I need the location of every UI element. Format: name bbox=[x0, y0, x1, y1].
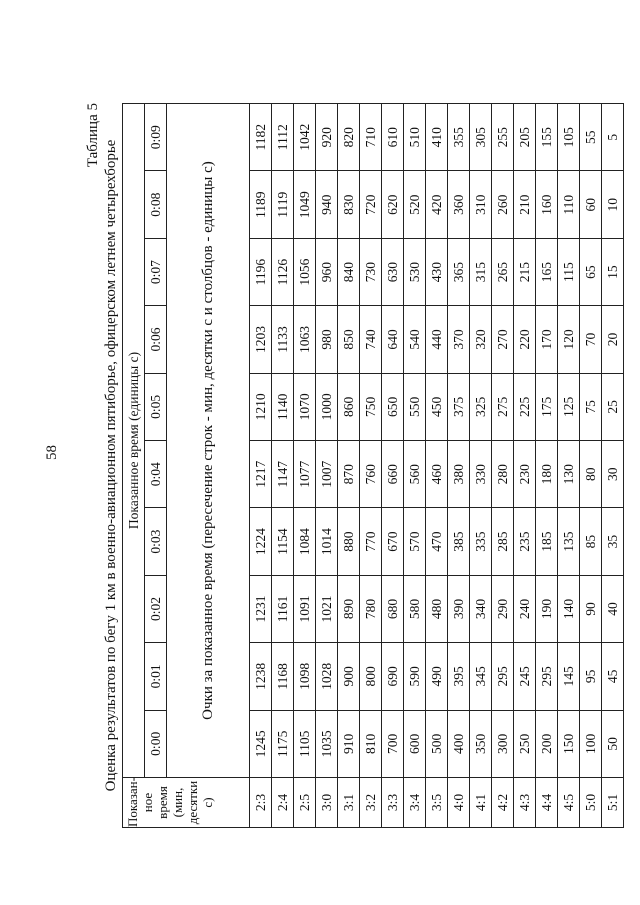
unit-column-header: 0:02 bbox=[145, 575, 167, 642]
score-cell: 1189 bbox=[250, 171, 272, 238]
score-cell: 390 bbox=[448, 575, 470, 642]
score-cell: 770 bbox=[360, 508, 382, 575]
score-cell: 1091 bbox=[294, 575, 316, 642]
unit-column-header: 0:04 bbox=[145, 441, 167, 508]
table-row bbox=[558, 104, 580, 828]
score-cell: 375 bbox=[448, 373, 470, 440]
score-cell: 295 bbox=[492, 643, 514, 710]
score-cell: 720 bbox=[360, 171, 382, 238]
score-cell: 1021 bbox=[316, 575, 338, 642]
score-cell: 460 bbox=[426, 441, 448, 508]
score-cell: 40 bbox=[602, 575, 624, 642]
score-cell: 110 bbox=[558, 171, 580, 238]
score-cell: 140 bbox=[558, 575, 580, 642]
score-cell: 75 bbox=[580, 373, 602, 440]
score-cell: 205 bbox=[514, 104, 536, 171]
score-cell: 250 bbox=[514, 710, 536, 777]
score-cell: 55 bbox=[580, 104, 602, 171]
unit-column-header: 0:01 bbox=[145, 643, 167, 710]
header-row-title bbox=[123, 104, 145, 828]
score-cell: 335 bbox=[470, 508, 492, 575]
unit-column-header: 0:07 bbox=[145, 238, 167, 305]
score-cell: 500 bbox=[426, 710, 448, 777]
score-cell: 245 bbox=[514, 643, 536, 710]
row-time-cell: 2:3 bbox=[250, 778, 272, 828]
row-time-cell: 2:4 bbox=[272, 778, 294, 828]
score-cell: 185 bbox=[536, 508, 558, 575]
score-cell: 150 bbox=[558, 710, 580, 777]
score-cell: 550 bbox=[404, 373, 426, 440]
score-cell: 295 bbox=[536, 643, 558, 710]
row-time-cell: 4:4 bbox=[536, 778, 558, 828]
score-cell: 820 bbox=[338, 104, 360, 171]
row-time-cell: 3:4 bbox=[404, 778, 426, 828]
score-cell: 200 bbox=[536, 710, 558, 777]
row-time-cell: 5:0 bbox=[580, 778, 602, 828]
score-cell: 860 bbox=[338, 373, 360, 440]
table-title: Оценка результатов по бегу 1 км в военно-авиационном пятиборье, офицерском летнем четырехборье bbox=[103, 139, 119, 792]
score-cell: 920 bbox=[316, 104, 338, 171]
row-time-cell: 3:0 bbox=[316, 778, 338, 828]
score-cell: 30 bbox=[602, 441, 624, 508]
score-cell: 1000 bbox=[316, 373, 338, 440]
score-cell: 125 bbox=[558, 373, 580, 440]
score-cell: 680 bbox=[382, 575, 404, 642]
row-time-cell: 3:1 bbox=[338, 778, 360, 828]
table-row bbox=[580, 104, 602, 828]
score-cell: 910 bbox=[338, 710, 360, 777]
score-cell: 120 bbox=[558, 306, 580, 373]
score-cell: 520 bbox=[404, 171, 426, 238]
time-column-header bbox=[123, 778, 250, 828]
score-cell: 235 bbox=[514, 508, 536, 575]
time-column-header-line: ное bbox=[140, 792, 155, 813]
row-time-cell: 4:5 bbox=[558, 778, 580, 828]
score-cell: 5 bbox=[602, 104, 624, 171]
score-cell: 190 bbox=[536, 575, 558, 642]
table-row bbox=[492, 104, 514, 828]
score-cell: 640 bbox=[382, 306, 404, 373]
score-cell: 1196 bbox=[250, 238, 272, 305]
header-row-note bbox=[167, 104, 250, 828]
score-cell: 1245 bbox=[250, 710, 272, 777]
table-row bbox=[470, 104, 492, 828]
score-cell: 560 bbox=[404, 441, 426, 508]
row-time-cell: 5:1 bbox=[602, 778, 624, 828]
score-cell: 1084 bbox=[294, 508, 316, 575]
score-cell: 345 bbox=[470, 643, 492, 710]
score-cell: 160 bbox=[536, 171, 558, 238]
score-cell: 1056 bbox=[294, 238, 316, 305]
row-time-cell: 4:2 bbox=[492, 778, 514, 828]
score-cell: 15 bbox=[602, 238, 624, 305]
score-cell: 1203 bbox=[250, 306, 272, 373]
score-cell: 115 bbox=[558, 238, 580, 305]
score-cell: 1077 bbox=[294, 441, 316, 508]
time-column-header-line: с) bbox=[200, 797, 215, 808]
score-cell: 940 bbox=[316, 171, 338, 238]
shown-time-title: Показанное время (единицы с) bbox=[123, 104, 145, 778]
row-time-cell: 3:3 bbox=[382, 778, 404, 828]
score-cell: 65 bbox=[580, 238, 602, 305]
score-cell: 105 bbox=[558, 104, 580, 171]
score-cell: 750 bbox=[360, 373, 382, 440]
score-cell: 175 bbox=[536, 373, 558, 440]
unit-column-header: 0:03 bbox=[145, 508, 167, 575]
score-cell: 610 bbox=[382, 104, 404, 171]
score-cell: 660 bbox=[382, 441, 404, 508]
unit-column-header: 0:09 bbox=[145, 104, 167, 171]
score-cell: 395 bbox=[448, 643, 470, 710]
score-cell: 310 bbox=[470, 171, 492, 238]
score-cell: 630 bbox=[382, 238, 404, 305]
table-row bbox=[272, 104, 294, 828]
score-cell: 380 bbox=[448, 441, 470, 508]
score-cell: 900 bbox=[338, 643, 360, 710]
score-cell: 320 bbox=[470, 306, 492, 373]
score-cell: 430 bbox=[426, 238, 448, 305]
table-row bbox=[404, 104, 426, 828]
score-cell: 285 bbox=[492, 508, 514, 575]
score-cell: 830 bbox=[338, 171, 360, 238]
score-cell: 540 bbox=[404, 306, 426, 373]
table-row bbox=[316, 104, 338, 828]
table-row bbox=[294, 104, 316, 828]
score-cell: 780 bbox=[360, 575, 382, 642]
score-cell: 1119 bbox=[272, 171, 294, 238]
score-cell: 960 bbox=[316, 238, 338, 305]
score-cell: 10 bbox=[602, 171, 624, 238]
table-row bbox=[338, 104, 360, 828]
score-cell: 1070 bbox=[294, 373, 316, 440]
score-cell: 700 bbox=[382, 710, 404, 777]
score-cell: 1217 bbox=[250, 441, 272, 508]
score-cell: 350 bbox=[470, 710, 492, 777]
score-cell: 810 bbox=[360, 710, 382, 777]
score-cell: 1098 bbox=[294, 643, 316, 710]
score-cell: 155 bbox=[536, 104, 558, 171]
score-cell: 1182 bbox=[250, 104, 272, 171]
score-cell: 450 bbox=[426, 373, 448, 440]
time-column-header-line: время bbox=[155, 786, 170, 819]
score-cell: 360 bbox=[448, 171, 470, 238]
page-number-column bbox=[42, 0, 62, 905]
score-cell: 1014 bbox=[316, 508, 338, 575]
table-row bbox=[360, 104, 382, 828]
score-cell: 315 bbox=[470, 238, 492, 305]
score-cell: 480 bbox=[426, 575, 448, 642]
score-cell: 410 bbox=[426, 104, 448, 171]
score-cell: 1175 bbox=[272, 710, 294, 777]
score-cell: 145 bbox=[558, 643, 580, 710]
score-cell: 1105 bbox=[294, 710, 316, 777]
score-cell: 1161 bbox=[272, 575, 294, 642]
score-cell: 135 bbox=[558, 508, 580, 575]
score-cell: 850 bbox=[338, 306, 360, 373]
score-cell: 100 bbox=[580, 710, 602, 777]
score-cell: 1210 bbox=[250, 373, 272, 440]
score-cell: 130 bbox=[558, 441, 580, 508]
row-time-cell: 4:0 bbox=[448, 778, 470, 828]
table-note: Очки за показанное время (пересечение строк - мин, десятки с и столбцов - единицы с) bbox=[167, 104, 250, 778]
score-cell: 80 bbox=[580, 441, 602, 508]
score-cell: 620 bbox=[382, 171, 404, 238]
score-cell: 280 bbox=[492, 441, 514, 508]
score-cell: 880 bbox=[338, 508, 360, 575]
time-column-header-line: (мин, bbox=[170, 787, 185, 818]
score-cell: 690 bbox=[382, 643, 404, 710]
score-cell: 305 bbox=[470, 104, 492, 171]
score-cell: 490 bbox=[426, 643, 448, 710]
score-cell: 300 bbox=[492, 710, 514, 777]
score-cell: 60 bbox=[580, 171, 602, 238]
score-cell: 90 bbox=[580, 575, 602, 642]
table-row bbox=[382, 104, 404, 828]
score-cell: 225 bbox=[514, 373, 536, 440]
table-row bbox=[448, 104, 470, 828]
score-cell: 170 bbox=[536, 306, 558, 373]
time-column-header-line: десятки bbox=[185, 780, 200, 825]
score-cell: 70 bbox=[580, 306, 602, 373]
score-cell: 600 bbox=[404, 710, 426, 777]
score-cell: 530 bbox=[404, 238, 426, 305]
page-number: 58 bbox=[43, 445, 60, 460]
table-row bbox=[602, 104, 624, 828]
score-cell: 355 bbox=[448, 104, 470, 171]
score-cell: 1112 bbox=[272, 104, 294, 171]
table-row bbox=[514, 104, 536, 828]
score-cell: 1063 bbox=[294, 306, 316, 373]
score-cell: 275 bbox=[492, 373, 514, 440]
score-cell: 580 bbox=[404, 575, 426, 642]
score-cell: 670 bbox=[382, 508, 404, 575]
score-cell: 1168 bbox=[272, 643, 294, 710]
table-header bbox=[123, 104, 250, 828]
score-cell: 740 bbox=[360, 306, 382, 373]
score-cell: 1133 bbox=[272, 306, 294, 373]
row-time-cell: 3:2 bbox=[360, 778, 382, 828]
score-cell: 220 bbox=[514, 306, 536, 373]
score-cell: 25 bbox=[602, 373, 624, 440]
score-cell: 890 bbox=[338, 575, 360, 642]
score-cell: 370 bbox=[448, 306, 470, 373]
score-cell: 760 bbox=[360, 441, 382, 508]
score-cell: 420 bbox=[426, 171, 448, 238]
score-cell: 1147 bbox=[272, 441, 294, 508]
score-table bbox=[122, 103, 624, 828]
score-cell: 255 bbox=[492, 104, 514, 171]
score-cell: 710 bbox=[360, 104, 382, 171]
score-cell: 470 bbox=[426, 508, 448, 575]
score-cell: 980 bbox=[316, 306, 338, 373]
score-cell: 1154 bbox=[272, 508, 294, 575]
unit-column-header: 0:08 bbox=[145, 171, 167, 238]
score-cell: 650 bbox=[382, 373, 404, 440]
row-time-cell: 4:3 bbox=[514, 778, 536, 828]
table-row bbox=[250, 104, 272, 828]
table-body bbox=[250, 104, 624, 828]
score-cell: 230 bbox=[514, 441, 536, 508]
rotated-table-block bbox=[84, 103, 620, 828]
score-cell: 290 bbox=[492, 575, 514, 642]
score-cell: 265 bbox=[492, 238, 514, 305]
score-cell: 85 bbox=[580, 508, 602, 575]
row-time-cell: 4:1 bbox=[470, 778, 492, 828]
score-cell: 1231 bbox=[250, 575, 272, 642]
time-column-header-line: Показан- bbox=[125, 777, 140, 827]
score-cell: 570 bbox=[404, 508, 426, 575]
score-cell: 1049 bbox=[294, 171, 316, 238]
score-cell: 95 bbox=[580, 643, 602, 710]
score-cell: 270 bbox=[492, 306, 514, 373]
score-cell: 165 bbox=[536, 238, 558, 305]
score-cell: 1140 bbox=[272, 373, 294, 440]
score-cell: 260 bbox=[492, 171, 514, 238]
score-cell: 50 bbox=[602, 710, 624, 777]
unit-column-header: 0:06 bbox=[145, 306, 167, 373]
score-cell: 1126 bbox=[272, 238, 294, 305]
score-cell: 1028 bbox=[316, 643, 338, 710]
score-cell: 180 bbox=[536, 441, 558, 508]
score-cell: 20 bbox=[602, 306, 624, 373]
score-cell: 400 bbox=[448, 710, 470, 777]
table-row bbox=[536, 104, 558, 828]
score-cell: 340 bbox=[470, 575, 492, 642]
score-cell: 800 bbox=[360, 643, 382, 710]
score-cell: 510 bbox=[404, 104, 426, 171]
table-label: Таблица 5 bbox=[85, 103, 101, 168]
score-cell: 1007 bbox=[316, 441, 338, 508]
score-cell: 365 bbox=[448, 238, 470, 305]
score-cell: 215 bbox=[514, 238, 536, 305]
row-time-cell: 2:5 bbox=[294, 778, 316, 828]
unit-column-header: 0:00 bbox=[145, 710, 167, 777]
score-cell: 240 bbox=[514, 575, 536, 642]
score-cell: 840 bbox=[338, 238, 360, 305]
score-cell: 1035 bbox=[316, 710, 338, 777]
score-cell: 35 bbox=[602, 508, 624, 575]
table-row bbox=[426, 104, 448, 828]
score-cell: 330 bbox=[470, 441, 492, 508]
score-cell: 1238 bbox=[250, 643, 272, 710]
score-cell: 210 bbox=[514, 171, 536, 238]
score-cell: 1042 bbox=[294, 104, 316, 171]
score-cell: 1224 bbox=[250, 508, 272, 575]
score-cell: 590 bbox=[404, 643, 426, 710]
score-cell: 870 bbox=[338, 441, 360, 508]
score-cell: 385 bbox=[448, 508, 470, 575]
row-time-cell: 3:5 bbox=[426, 778, 448, 828]
unit-column-header: 0:05 bbox=[145, 373, 167, 440]
score-cell: 325 bbox=[470, 373, 492, 440]
score-cell: 45 bbox=[602, 643, 624, 710]
header-row-units bbox=[145, 104, 167, 828]
score-cell: 730 bbox=[360, 238, 382, 305]
score-cell: 440 bbox=[426, 306, 448, 373]
